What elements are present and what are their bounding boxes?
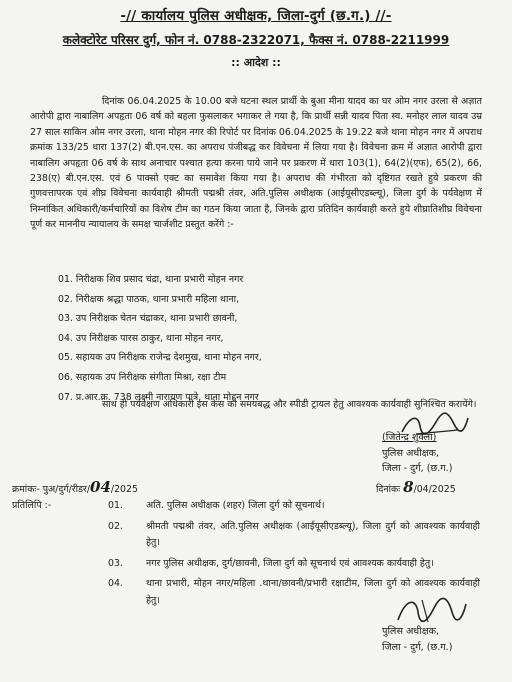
copy-item-number: 03. — [108, 557, 123, 569]
copy-item — [108, 556, 480, 573]
copy-item-number: 04. — [108, 578, 123, 590]
copy-item-text: थाना प्रभारी, मोहन नगर/महिला .थाना/छावनी/प्रभारी रक्षाटीम, जिला दुर्ग को आवश्यक कार्यवाही हेतु। — [146, 578, 480, 606]
copy-item-text: श्रीमती पद्मश्री तंवर, अति.पुलिस अधीक्षक (आईयूसीएडब्ल्यू), जिला दुर्ग को आवश्यक कार्यवाही हेतु। — [146, 520, 480, 549]
copy-item-text: अति. पुलिस अधीक्षक (शहर) जिला दुर्ग को सूचनार्थ। — [146, 500, 325, 511]
order-title: :: आदेश :: — [231, 56, 281, 69]
signatory-name: (जितेन्द्र शुक्ला) — [382, 432, 437, 443]
reference-year: /2025 — [110, 484, 138, 495]
copy-label: प्रतिलिपि :- — [12, 500, 52, 511]
team-member-item: 03. उप निरीक्षक चेतन चंद्राकर, थाना प्रभारी छावनी, — [58, 313, 238, 325]
copy-item-text: नगर पुलिस अधीक्षक, दुर्ग/छावनी, जिला दुर्ग को सूचनार्थ एवं आवश्यक कार्यवाही हेतु। — [146, 557, 434, 569]
signatory-title: पुलिस अधीक्षक, — [382, 626, 439, 637]
copy-item — [108, 519, 480, 552]
handwritten-signature-2 — [392, 594, 470, 626]
date-month-year: /04/2025 — [413, 484, 456, 495]
date-label: दिनांकः — [376, 484, 401, 495]
office-address: कलेक्टोरेट परिसर दुर्ग, फोन नं. 0788-2322071, फैक्स नं. 0788-2211999 — [62, 33, 450, 47]
date-day-handwritten: 8 — [403, 478, 414, 496]
team-member-item: 04. उप निरीक्षक पारस ठाकुर, थाना मोहन नगर, — [58, 332, 224, 344]
copy-item-number: 01. — [108, 500, 123, 511]
supervision-paragraph: साथ ही पर्यवेक्षण अधिकारी इस केस को समयबद्ध और स्पीडी ट्रायल हेतु आवश्यक कार्यवाही सुनिश्चित करायेंगे। — [102, 399, 477, 410]
team-member-list — [58, 270, 262, 407]
team-member-item: 01. निरीक्षक शिव प्रसाद चंद्रा, थाना प्रभारी मोहन नगर — [58, 274, 244, 285]
signature-block-1 — [382, 430, 452, 477]
signatory-district: जिला - दुर्ग, (छ.ग.) — [382, 463, 453, 474]
reference-number — [12, 478, 138, 496]
reference-prefix: क्रमांकः- पुअ/दुर्ग/रीडर/ — [12, 484, 91, 495]
order-body-paragraph: दिनांक 06.04.2025 के 10.00 बजे घटना स्थल प्रार्थी के बुआ मीना यादव का घर ओम नगर उरला से अज्ञात आरोपी द्वारा नाबालिग अपहृता 06 वर्ष को बहला फुसलाकर भगाकर ले गया है, कि प्रार्थी सन्नी यादव पिता स्व. मनोहर लाल यादव उम्र 27 साल साकिन ओम नगर उरला, थाना मोहन नगर की रिपोर्ट पर दिनांक 06.04.2025 के 19.22 बजे थाना मोहन नगर में अपराध क्रमांक 133/25 धारा 137(2) बी.एन.एस. का अपराध पंजीबद्ध कर विवेचना में लिया गया है। विवेचना क्रम में अज्ञात आरोपी द्वारा नाबालिग अपहृता 06 वर्ष के साथ अनाचार पश्चात हत्या करना पाये जाने पर प्रकरण में धारा 103(1), 64(2)(एफ), 65(2), 66, 238(ए) बी.एन.एस. एवं 6 पाक्सो एक्ट का समावेश किया गया है। अपराध की गंभीरता को दृष्टिगत रखते हुये प्रकरण की गुणवत्तापरक एवं शीघ्र विवेचना कार्यवाही श्रीमती पद्मश्री तंवर, अति.पुलिस अधीक्षक (आईयूसीएडब्ल्यू), जिला दुर्ग के पर्यवेक्षण में निम्नांकित अधिकारी/कर्मचारियों का विशेष टीम का गठन किया जाता है, जिनके द्वारा प्रतिदिन कार्यवाही करते हुये शीघ्रातिशीघ्र विवेचना पूर्ण कर माननीय न्यायालय के समक्ष चार्जशीट प्रस्तुत करेंगे :- — [30, 96, 482, 231]
reference-number-handwritten: 04 — [90, 478, 111, 496]
team-member-item: 06. सहायक उप निरीक्षक संगीता मिश्रा, रक्षा टीम — [58, 371, 227, 383]
team-member-item: 07. प्र.आर.क्र. 738 लक्ष्मी नारायण पात्रे, थाना मोहन नगर — [58, 391, 259, 403]
office-header: -// कार्यालय पुलिस अधीक्षक, जिला-दुर्ग (छ.ग.) //- — [120, 8, 392, 24]
team-member-item: 02. निरीक्षक श्रद्धा पाठक, थाना प्रभारी महिला थाना, — [58, 293, 240, 305]
copy-item-number: 02. — [108, 520, 123, 532]
signatory-title: पुलिस अधीक्षक, — [382, 447, 439, 459]
copy-item — [108, 498, 480, 515]
team-member-item: 05. सहायक उप निरीक्षक राजेन्द्र देशमुख, थाना मोहन नगर, — [58, 352, 262, 364]
signature-block-2 — [382, 624, 452, 655]
signatory-district: जिला - दुर्ग, (छ.ग.) — [382, 641, 453, 653]
order-date — [376, 478, 456, 496]
